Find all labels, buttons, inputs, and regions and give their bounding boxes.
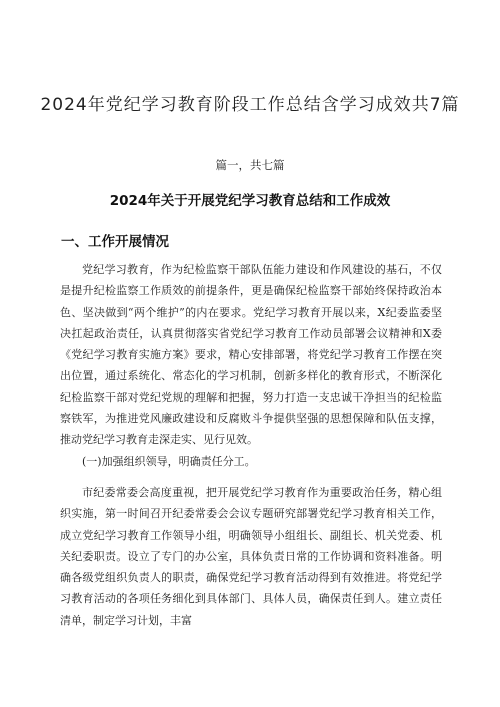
body-paragraph-1: 党纪学习教育，作为纪检监察干部队伍能力建设和作风建设的基石，不仅是提升纪检监察工作质效的前提条件，更是确保纪检监察干部始终保持政治本色、坚决做到“两个维护”的内在要求。党纪学习教育开展以来，X纪委监委坚决扛起政治责任，认真贯彻落实省党纪学习教育工作动员部署会议精神和X委《党纪学习教育实施方案》要求，精心安排部署，将党纪学习教育工作摆在突出位置，通过系统化、常态化的学习机制，创新多样化的教育形式，不断深化纪检监察干部对党纪党规的理解和把握，努力打造一支忠诚干净担当的纪检监察铁军，为推进党风廉政建设和反腐败斗争提供坚强的思想保障和队伍支撑，推动党纪学习教育走深走实、见行见效。 (60, 263, 442, 447)
article-subtitle: 2024年关于开展党纪学习教育总结和工作成效 (109, 193, 391, 209)
body-paragraph-2: 市纪委常委会高度重视，把开展党纪学习教育作为重要政治任务，精心组织实施，第一时间召开纪委常委会会议专题研究部署党纪学习教育相关工作，成立党纪学习教育工作领导小组，明确领导小组组长、副组长、机关党委、机关纪委职责。设立了专门的办公室，具体负责日常的工作协调和资料准备。明确各级党组织负责人的职责，确保党纪学习教育活动得到有效推进。将党纪学习教育活动的各项任务细化到具体部门、具体人员，确保责任到人。建立责任清单，制定学习计划，丰富 (60, 486, 442, 627)
document-title: 2024年党纪学习教育阶段工作总结含学习成效共7篇 (40, 95, 460, 115)
section-heading: 一、工作开展情况 (61, 234, 169, 250)
subheading-1: (一)加强组织领导，明确责任分工。 (82, 455, 256, 468)
chapter-label: 篇一，共七篇 (215, 158, 285, 172)
